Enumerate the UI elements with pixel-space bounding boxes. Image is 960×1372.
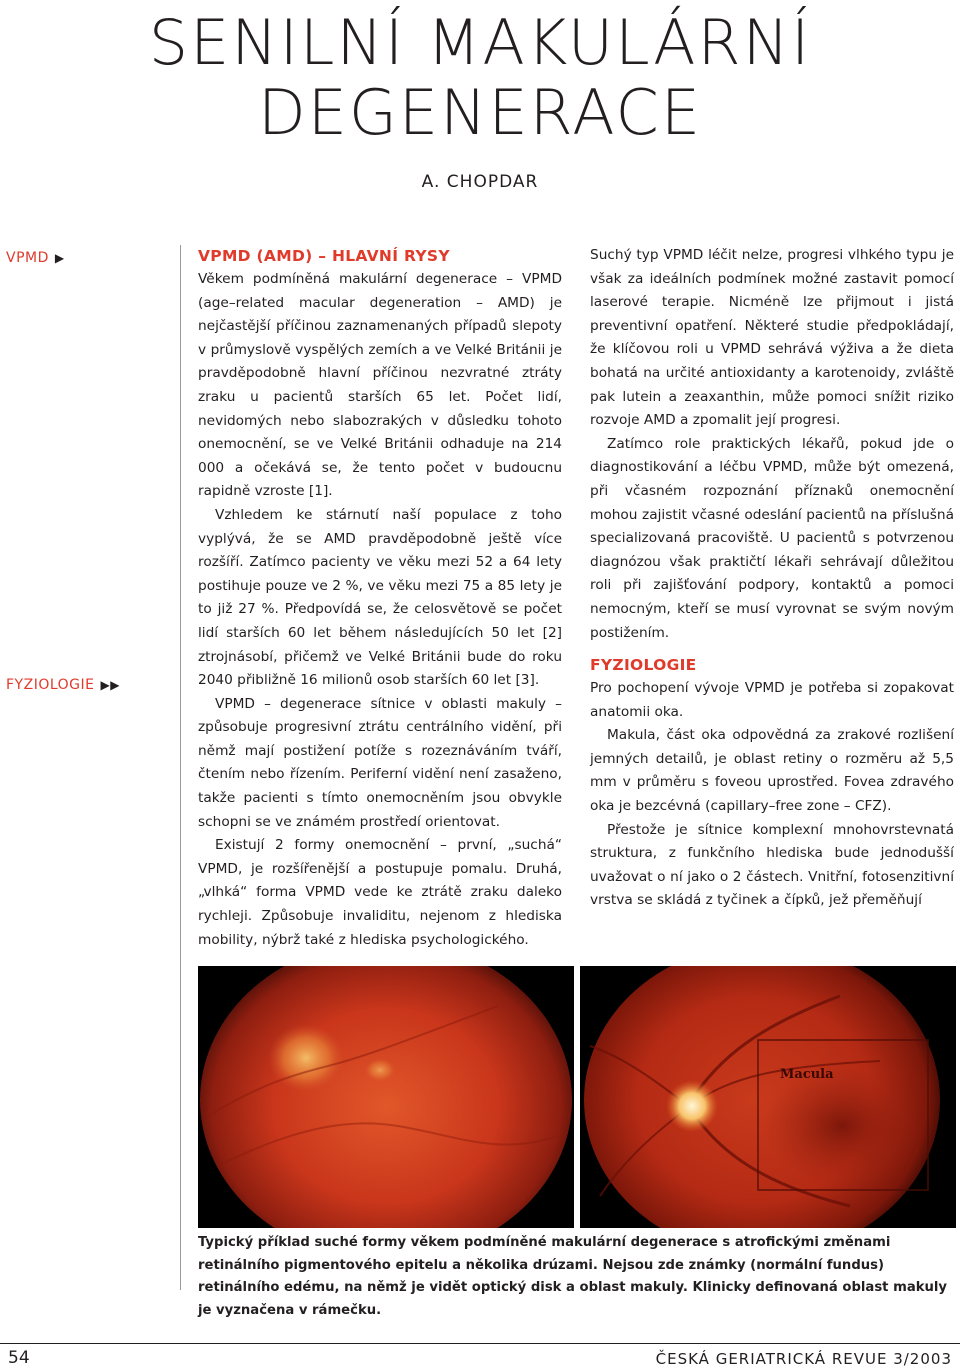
figure-caption: Typický příklad suché formy věkem podmíněné makulární degenerace s atrofickými změnami retinálního pigmentového epitelu a několika drúzami. Nejsou zde známky (normální fundus) retinálního edému, na němž je vidět optický disk a oblast makuly. Klinicky definovaná oblast makuly je vyznačena v rámečku.: [198, 1235, 947, 1318]
macula-label: Macula: [780, 1067, 834, 1082]
article-title-line2: DEGENERACE: [257, 76, 703, 149]
paragraph: Existují 2 formy onemocnění – první, „suchá“ VPMD, je rozšířenější a postupuje pomalu. Druhá, „vlhká“ forma VPMD vede ke ztrátě zraku daleko rychleji. Způsobuje invaliditu, nejenom z hlediska mobility, nýbrž také z hlediska psychologického.: [198, 837, 562, 948]
arrow-right-icon: ▶: [54, 251, 65, 265]
margin-label-vpmd-text: VPMD: [6, 250, 49, 266]
journal-name: ČESKÁ GERIATRICKÁ REVUE 3/2003: [655, 1350, 952, 1368]
paragraph: Věkem podmíněná makulární degenerace – VPMD (age–related macular degeneration – AMD) je nejčastější příčinou zaznamenaných případů slepoty v průmyslově vyspělých zemích a ve Velké Británii je pravděpodobně hlavní příčinou nezvratné ztráty zraku u pacientů starších 65 let. Počet lidí, nevidomých nebo slabozrakých v důsledku tohoto onemocnění, se ve Velké Británii odhaduje na 214 000 a očekává se, že tento počet v budoucnu rapidně vzroste [1].: [198, 271, 562, 500]
paragraph: VPMD – degenerace sítnice v oblasti makuly – způsobuje progresivní ztrátu centrálního vidění, při němž mají postižení potíže s rozeznáváním tváří, čtením nebo řízením. Periferní vidění není zasaženo, takže pacienti s tímto onemocněním jsou obvykle schopni se ve známém prostředí orientovat.: [198, 695, 562, 830]
paragraph: Přestože je sítnice komplexní mnohovrstevnatá struktura, z funkčního hlediska bude jednodušší uvažovat o ní jako o 2 částech. Vnitřní, fotosenzitivní vrstva se skládá z tyčinek a čípků, jež přeměňují: [590, 821, 954, 909]
fundus-image-left: [198, 966, 574, 1228]
figure-images: [198, 966, 956, 1228]
author: A. CHOPDAR: [421, 172, 539, 192]
page-number: 54: [8, 1348, 30, 1368]
footer-rule: [0, 1343, 960, 1344]
margin-divider: [180, 245, 181, 1290]
paragraph: Suchý typ VPMD léčit nelze, progresi vlhkého typu je však za ideálních podmínek možné zastavit pomocí laserové terapie. Nicméně lze přijmout i jistá preventivní opatření. Některé studie předpokládají, že klíčovou roli u VPMD sehrává výživa a že dieta bohatá na určité antioxidanty a karotenoidy, zvláště pak lutein a zeaxanthin, může pomoci snížit riziko rozvoje AMD a zpomalit její progresi.: [590, 247, 954, 429]
margin-label-fyziologie-text: FYZIOLOGIE: [6, 677, 95, 693]
paragraph: Vzhledem ke stárnutí naší populace z toho vyplývá, že se AMD pravděpodobně ještě více rozšíří. Zatímco pacienty ve věku mezi 52 a 64 lety postihuje pouze ve 2 %, ve věku mezi 75 a 85 lety je to již 27 %. Předpovídá se, že celosvětově se počet lidí starších 60 let během následujících 50 let [2] ztrojnásobí, přičemž ve Velké Británii bude do roku 2040 přibližně 16 milionů osob starších 60 let [3].: [198, 506, 562, 689]
margin-label-fyziologie: [6, 677, 120, 693]
fundus-image-right: [580, 966, 956, 1228]
section-heading-fyziologie: FYZIOLOGIE: [590, 656, 697, 675]
paragraph: Pro pochopení vývoje VPMD je potřeba si zopakovat anatomii oka.: [590, 680, 954, 720]
double-arrow-right-icon: ▶▶: [100, 678, 120, 692]
paragraph: Zatímco role praktických lékařů, pokud jde o diagnostikování a léčbu VPMD, může být omezená, při včasném rozpoznání příznaků onemocnění mohou zajistit včasné odeslání pacientů na příslušná specializovaná pracoviště. U pacientů s potvrzenou diagnózou však praktičtí lékaři sehrávají důležitou roli při zajišťování podpory, kontaktů a pomoci nemocným, kteří se musí vyrovnat se svým novým postižením.: [590, 435, 954, 641]
article-title-line1: SENILNÍ MAKULÁRNÍ: [148, 6, 812, 79]
section-heading-vpmd: VPMD (AMD) – HLAVNÍ RYSY: [198, 247, 450, 265]
column-right: [590, 244, 954, 913]
margin-label-vpmd: [6, 250, 65, 266]
column-left: [198, 244, 562, 952]
paragraph: Makula, část oka odpovědná za zrakové rozlišení jemných detailů, je oblast retiny o rozměru až 5,5 mm v průměru s foveou uprostřed. Fovea zdravého oka je bezcévná (capillary–free zone – CFZ).: [590, 727, 954, 815]
